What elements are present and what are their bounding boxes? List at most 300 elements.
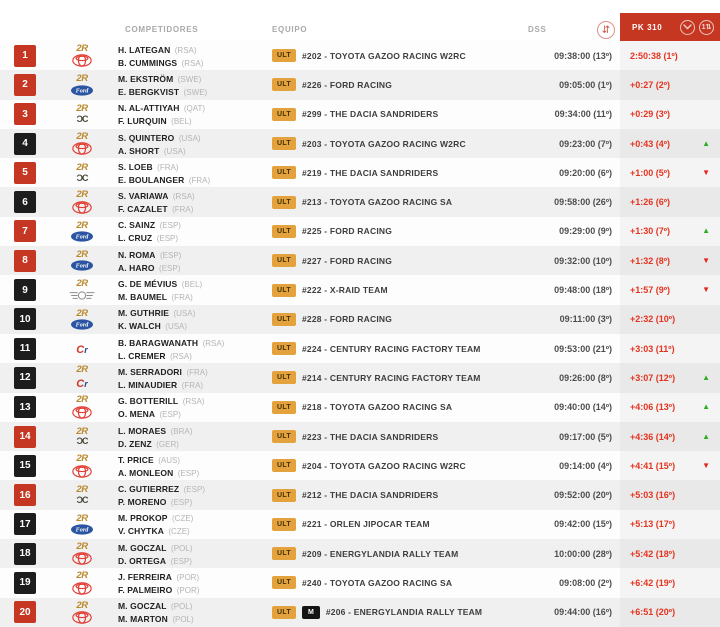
team-cell [272, 137, 502, 150]
table-row[interactable] [0, 70, 720, 99]
ford-logo-icon [70, 85, 94, 96]
driver-name: S. QUINTERO [118, 132, 175, 143]
team-name: #225 - FORD RACING [302, 226, 393, 237]
position-badge: 13 [14, 396, 36, 418]
position-cell [0, 279, 38, 301]
codriver-nationality: (ESP) [159, 263, 181, 273]
2r-class-logo-icon: 2R [76, 425, 88, 437]
trend-up-icon: ▲ [702, 226, 710, 236]
table-row[interactable] [0, 568, 720, 597]
table-row[interactable] [0, 41, 720, 70]
table-row[interactable] [0, 187, 720, 216]
table-row[interactable] [0, 334, 720, 363]
dss-time: 09:52:00 (20º) [554, 490, 612, 501]
dacia-logo-icon: ƆC [76, 494, 88, 505]
driver-nationality: (ESP) [159, 250, 182, 260]
pk-cell [620, 510, 720, 539]
driver-name: H. LATEGAN [118, 44, 171, 55]
position-cell [0, 484, 38, 506]
table-row[interactable] [0, 480, 720, 509]
pk-cell [620, 100, 720, 129]
team-column-header: EQUIPO [272, 25, 308, 34]
pk-cell [620, 246, 720, 275]
codriver-nationality: (FRA) [181, 380, 204, 390]
class-and-manufacturer-logos [38, 395, 118, 419]
pk-cell [620, 275, 720, 304]
pk-time: +1:30 (7º) [630, 226, 671, 237]
table-row[interactable] [0, 246, 720, 275]
team-cell [272, 78, 502, 91]
category-badge-ult: ULT [272, 430, 296, 443]
trend-up-icon: ▲ [702, 138, 710, 148]
team-name: #221 - ORLEN JIPOCAR TEAM [302, 519, 430, 530]
position-badge: 7 [14, 220, 36, 242]
table-row[interactable] [0, 510, 720, 539]
position-badge: 16 [14, 484, 36, 506]
driver-name: L. MORAES [118, 425, 167, 436]
position-badge: 1 [14, 45, 36, 67]
class-and-manufacturer-logos [38, 250, 118, 272]
pk-cell [620, 334, 720, 363]
position-cell [0, 220, 38, 242]
category-badge-ult: ULT [272, 78, 296, 91]
2r-class-logo-icon: 2R [76, 484, 88, 496]
driver-nationality: (RSA) [182, 397, 205, 407]
competitors-cell [118, 424, 272, 450]
driver-name: M. PROKOP [118, 513, 168, 524]
driver-nationality: (FRA) [186, 367, 208, 377]
ford-logo-icon [70, 260, 94, 271]
codriver-name: F. LURQUIN [118, 116, 167, 127]
numeric-sort-circle-icon[interactable]: 1⇅ [699, 20, 714, 35]
competitors-cell [118, 394, 272, 420]
dss-time: 09:53:00 (21º) [554, 343, 612, 354]
pk-time: +0:27 (2º) [630, 79, 671, 90]
2r-class-logo-icon: 2R [76, 73, 88, 85]
codriver-name: E. BOULANGER [118, 174, 185, 185]
codriver-name: L. MINAUDIER [118, 379, 178, 390]
position-cell [0, 338, 38, 360]
dacia-logo-icon: ƆC [76, 113, 88, 124]
class-and-manufacturer-logos [38, 309, 118, 331]
table-row[interactable] [0, 275, 720, 304]
trend-down-icon: ▼ [702, 460, 710, 470]
codriver-nationality: (BEL) [171, 117, 192, 127]
dss-time: 09:11:00 (3º) [559, 314, 612, 325]
team-name: #206 - ENERGYLANDIA RALLY TEAM [325, 607, 483, 618]
trend-up-icon: ▲ [702, 402, 710, 412]
svg-text:Ford: Ford [75, 321, 89, 329]
team-cell [272, 108, 502, 121]
team-cell [272, 459, 502, 472]
table-header [0, 0, 720, 41]
table-row[interactable] [0, 100, 720, 129]
codriver-nationality: (RSA) [181, 58, 204, 68]
svg-text:Ford: Ford [75, 87, 89, 95]
category-badge-ult: ULT [272, 108, 296, 121]
position-badge: 20 [14, 601, 36, 623]
position-cell [0, 74, 38, 96]
team-cell [272, 576, 502, 589]
driver-name: T. PRICE [118, 454, 154, 465]
competitors-column-header: COMPETIDORES [125, 25, 199, 34]
codriver-name: B. CUMMINGS [118, 57, 178, 68]
svg-text:Ford: Ford [75, 526, 89, 534]
category-badge-ult: ULT [272, 606, 296, 619]
category-badge-ult: ULT [272, 342, 296, 355]
pk-time: +6:51 (20º) [630, 607, 676, 618]
pk-time: +5:03 (16º) [630, 490, 676, 501]
trend-up-icon: ▲ [702, 431, 710, 441]
team-cell [272, 254, 502, 267]
dss-time: 10:00:00 (28º) [554, 548, 612, 559]
competitors-cell [118, 101, 272, 127]
2r-class-logo-icon: 2R [76, 248, 88, 260]
position-cell [0, 367, 38, 389]
svg-text:Ford: Ford [75, 233, 89, 241]
position-cell [0, 45, 38, 67]
table-row[interactable] [0, 393, 720, 422]
codriver-nationality: (ESP) [177, 468, 200, 478]
team-name: #218 - TOYOTA GAZOO RACING SA [302, 402, 453, 413]
pk-time: +5:13 (17º) [630, 519, 676, 530]
table-row[interactable] [0, 422, 720, 451]
codriver-nationality: (FRA) [171, 293, 193, 303]
category-badge-ult: ULT [272, 49, 296, 62]
pk-cell [620, 70, 720, 99]
driver-name: C. SAINZ [118, 220, 156, 231]
position-cell [0, 162, 38, 184]
position-badge: 8 [14, 250, 36, 272]
team-name: #240 - TOYOTA GAZOO RACING SA [302, 577, 453, 588]
class-and-manufacturer-logos [38, 132, 118, 156]
codriver-name: P. MORENO [118, 497, 167, 508]
team-cell [272, 371, 502, 384]
dss-time: 09:32:00 (10º) [554, 255, 612, 266]
position-badge: 10 [14, 308, 36, 330]
codriver-nationality: (USA) [165, 322, 188, 332]
pk-cell [620, 393, 720, 422]
team-cell [272, 430, 502, 443]
team-name: #226 - FORD RACING [302, 79, 393, 90]
codriver-name: A. MONLEON [118, 467, 174, 478]
class-and-manufacturer-logos [38, 104, 118, 124]
category-badge-ult: ULT [272, 547, 296, 560]
driver-name: G. BOTTERILL [118, 396, 179, 407]
driver-name: M. SERRADORI [118, 366, 183, 377]
codriver-nationality: (POR) [176, 585, 200, 595]
team-cell [272, 49, 502, 62]
codriver-name: A. HARO [118, 262, 155, 273]
codriver-nationality: (SWE) [183, 87, 208, 97]
position-cell [0, 513, 38, 535]
pk-time: +0:29 (3º) [630, 109, 671, 120]
position-cell [0, 396, 38, 418]
pk-cell [620, 41, 720, 70]
driver-name: M. GOCZAL [118, 601, 167, 612]
position-cell [0, 455, 38, 477]
dss-time: 09:20:00 (6º) [559, 167, 612, 178]
category-badge-ult: ULT [272, 576, 296, 589]
century-racing-logo-icon: Cr [76, 343, 88, 356]
class-and-manufacturer-logos [38, 427, 118, 447]
pk-time: +4:41 (15º) [630, 460, 676, 471]
team-name: #299 - THE DACIA SANDRIDERS [302, 109, 439, 120]
dss-column-header: DSS [528, 25, 547, 34]
toyota-logo-icon [71, 582, 93, 595]
codriver-name: M. MARTON [118, 614, 168, 625]
category-badge-ult: ULT [272, 313, 296, 326]
position-cell [0, 191, 38, 213]
trend-up-icon: ▲ [702, 372, 710, 382]
toyota-logo-icon [71, 406, 93, 419]
class-and-manufacturer-logos [38, 190, 118, 214]
century-racing-logo-icon: Cr [76, 378, 88, 391]
team-name: #223 - THE DACIA SANDRIDERS [302, 431, 439, 442]
team-name: #222 - X-RAID TEAM [302, 285, 388, 296]
competitors-cell [118, 72, 272, 98]
dss-time: 09:40:00 (14º) [554, 402, 612, 413]
position-badge: 15 [14, 455, 36, 477]
codriver-name: M. BAUMEL [118, 292, 168, 303]
team-name: #227 - FORD RACING [302, 255, 393, 266]
pk-cell [620, 129, 720, 158]
competitors-cell [118, 43, 272, 69]
codriver-name: F. PALMEIRO [118, 584, 173, 595]
driver-name: N. ROMA [118, 249, 156, 260]
position-badge: 17 [14, 513, 36, 535]
results-table [0, 41, 720, 627]
pk-column-label: PK 310 [632, 22, 663, 32]
sort-descending-circle-icon[interactable]: ⇵ [597, 21, 615, 39]
2r-class-logo-icon: 2R [76, 540, 88, 552]
team-name: #213 - TOYOTA GAZOO RACING SA [302, 197, 453, 208]
codriver-name: V. CHYTKA [118, 526, 164, 537]
2r-class-logo-icon: 2R [76, 570, 88, 582]
position-badge: 18 [14, 543, 36, 565]
pk-cell [620, 305, 720, 334]
toyota-logo-icon [71, 552, 93, 565]
class-and-manufacturer-logos [38, 542, 118, 566]
toyota-logo-icon [71, 611, 93, 624]
dss-time: 09:17:00 (5º) [559, 431, 612, 442]
codriver-nationality: (POL) [172, 615, 194, 625]
codriver-nationality: (ESP) [159, 410, 181, 420]
pk-time: +1:57 (9º) [630, 285, 671, 296]
driver-nationality: (POL) [171, 602, 193, 612]
codriver-nationality: (ESP) [156, 234, 179, 244]
pk-time: +4:36 (14º) [630, 431, 676, 442]
2r-class-logo-icon: 2R [76, 512, 88, 524]
marathon-badge: M [302, 606, 320, 619]
dss-time: 09:29:00 (9º) [559, 226, 612, 237]
position-cell [0, 133, 38, 155]
team-cell [272, 313, 502, 326]
team-name: #228 - FORD RACING [302, 314, 393, 325]
dacia-logo-icon: ƆC [76, 172, 88, 183]
team-cell [272, 342, 502, 355]
team-cell [272, 606, 502, 619]
driver-nationality: (USA) [178, 133, 201, 143]
trend-down-icon: ▼ [702, 285, 710, 295]
team-cell [272, 489, 502, 502]
team-cell [272, 225, 502, 238]
driver-name: J. FERREIRA [118, 571, 172, 582]
driver-nationality: (AUS) [158, 455, 180, 465]
category-badge-ult: ULT [272, 371, 296, 384]
class-and-manufacturer-logos [38, 454, 118, 478]
table-row[interactable] [0, 305, 720, 334]
driver-name: N. AL-ATTIYAH [118, 103, 180, 114]
driver-name: M. GUTHRIE [118, 308, 170, 319]
2r-class-logo-icon: 2R [76, 278, 88, 290]
chevron-down-circle-icon[interactable] [680, 20, 695, 35]
2r-class-logo-icon: 2R [76, 307, 88, 319]
svg-text:Ford: Ford [75, 263, 89, 271]
team-name: #202 - TOYOTA GAZOO RACING W2RC [302, 50, 466, 61]
pk-time: +2:32 (10º) [630, 314, 676, 325]
toyota-logo-icon [71, 54, 93, 67]
codriver-name: D. ORTEGA [118, 555, 167, 566]
position-badge: 4 [14, 133, 36, 155]
driver-name: M. EKSTRÖM [118, 73, 174, 84]
position-cell [0, 543, 38, 565]
table-row[interactable] [0, 129, 720, 158]
competitors-cell [118, 511, 272, 537]
position-badge: 9 [14, 279, 36, 301]
codriver-nationality: (GER) [156, 439, 179, 449]
codriver-name: F. CAZALET [118, 204, 168, 215]
pk-cell [620, 363, 720, 392]
2r-class-logo-icon: 2R [76, 363, 88, 375]
codriver-nationality: (CZE) [168, 527, 190, 537]
pk-time: +1:26 (6º) [630, 197, 671, 208]
codriver-nationality: (ESP) [170, 556, 192, 566]
2r-class-logo-icon: 2R [76, 42, 88, 54]
competitors-cell [118, 306, 272, 332]
driver-nationality: (BEL) [181, 280, 203, 290]
pk-time: +4:06 (13º) [630, 402, 676, 413]
pk-time: +6:42 (19º) [630, 577, 676, 588]
competitors-cell [118, 218, 272, 244]
pk-cell [620, 158, 720, 187]
driver-nationality: (QAT) [183, 104, 206, 114]
table-row[interactable] [0, 539, 720, 568]
competitors-cell [118, 453, 272, 479]
trend-down-icon: ▼ [702, 167, 710, 177]
codriver-name: D. ZENZ [118, 438, 152, 449]
pk-cell [620, 568, 720, 597]
ford-logo-icon [70, 524, 94, 535]
toyota-logo-icon [71, 465, 93, 478]
class-and-manufacturer-logos [38, 74, 118, 96]
team-name: #204 - TOYOTA GAZOO RACING W2RC [302, 460, 466, 471]
category-badge-ult: ULT [272, 254, 296, 267]
table-row[interactable] [0, 451, 720, 480]
table-row[interactable] [0, 598, 720, 627]
2r-class-logo-icon: 2R [76, 599, 88, 611]
table-row[interactable] [0, 158, 720, 187]
team-name: #212 - THE DACIA SANDRIDERS [302, 490, 439, 501]
dss-time: 09:34:00 (11º) [554, 109, 612, 120]
position-cell [0, 426, 38, 448]
pk-cell [620, 480, 720, 509]
competitors-cell [118, 277, 272, 303]
dss-time: 09:14:00 (4º) [559, 460, 612, 471]
pk-time: +0:43 (4º) [630, 138, 671, 149]
team-name: #203 - TOYOTA GAZOO RACING W2RC [302, 138, 466, 149]
category-badge-ult: ULT [272, 137, 296, 150]
pk-cell [620, 217, 720, 246]
driver-nationality: (RSA) [172, 192, 195, 202]
pk-cell [620, 451, 720, 480]
team-name: #219 - THE DACIA SANDRIDERS [302, 167, 439, 178]
codriver-nationality: (ESP) [170, 498, 193, 508]
table-row[interactable] [0, 363, 720, 392]
category-badge-ult: ULT [272, 518, 296, 531]
codriver-name: E. BERGKVIST [118, 86, 180, 97]
driver-nationality: (RSA) [202, 338, 225, 348]
category-badge-ult: ULT [272, 196, 296, 209]
position-badge: 14 [14, 426, 36, 448]
dss-time: 09:44:00 (16º) [554, 607, 612, 618]
team-name: #209 - ENERGYLANDIA RALLY TEAM [302, 548, 459, 559]
codriver-name: L. CRUZ [118, 233, 153, 244]
dss-time: 09:38:00 (13º) [554, 50, 612, 61]
driver-nationality: (ESP) [159, 221, 181, 231]
category-badge-ult: ULT [272, 489, 296, 502]
pk-cell [620, 598, 720, 627]
dss-time: 09:08:00 (2º) [559, 577, 612, 588]
codriver-nationality: (FRA) [172, 205, 194, 215]
codriver-name: A. SHORT [118, 145, 160, 156]
2r-class-logo-icon: 2R [76, 162, 88, 174]
dss-time: 09:05:00 (1º) [559, 79, 612, 90]
codriver-nationality: (USA) [163, 146, 186, 156]
class-and-manufacturer-logos [38, 485, 118, 505]
position-cell [0, 250, 38, 272]
codriver-nationality: (FRA) [188, 175, 211, 185]
position-badge: 2 [14, 74, 36, 96]
category-badge-ult: ULT [272, 225, 296, 238]
driver-nationality: (USA) [173, 309, 196, 319]
class-and-manufacturer-logos [38, 365, 118, 392]
driver-nationality: (RSA) [174, 45, 197, 55]
driver-name: G. DE MÉVIUS [118, 279, 178, 290]
pk-time: +1:32 (8º) [630, 255, 671, 266]
pk-column-header[interactable] [620, 13, 720, 41]
dss-time: 09:58:00 (26º) [554, 197, 612, 208]
dss-time: 09:23:00 (7º) [559, 138, 612, 149]
position-badge: 12 [14, 367, 36, 389]
pk-time: +3:03 (11º) [630, 343, 675, 354]
2r-class-logo-icon: 2R [76, 453, 88, 465]
team-cell [272, 196, 502, 209]
dss-time: 09:26:00 (8º) [559, 372, 612, 383]
codriver-name: O. MENA [118, 409, 156, 420]
2r-class-logo-icon: 2R [76, 219, 88, 231]
team-cell [272, 166, 502, 179]
trend-down-icon: ▼ [702, 255, 710, 265]
driver-nationality: (ESP) [183, 485, 205, 495]
2r-class-logo-icon: 2R [76, 394, 88, 406]
table-row[interactable] [0, 217, 720, 246]
driver-nationality: (FRA) [157, 162, 179, 172]
competitors-cell [118, 365, 272, 391]
2r-class-logo-icon: 2R [76, 103, 88, 115]
pk-cell [620, 539, 720, 568]
driver-nationality: (POR) [176, 572, 200, 582]
